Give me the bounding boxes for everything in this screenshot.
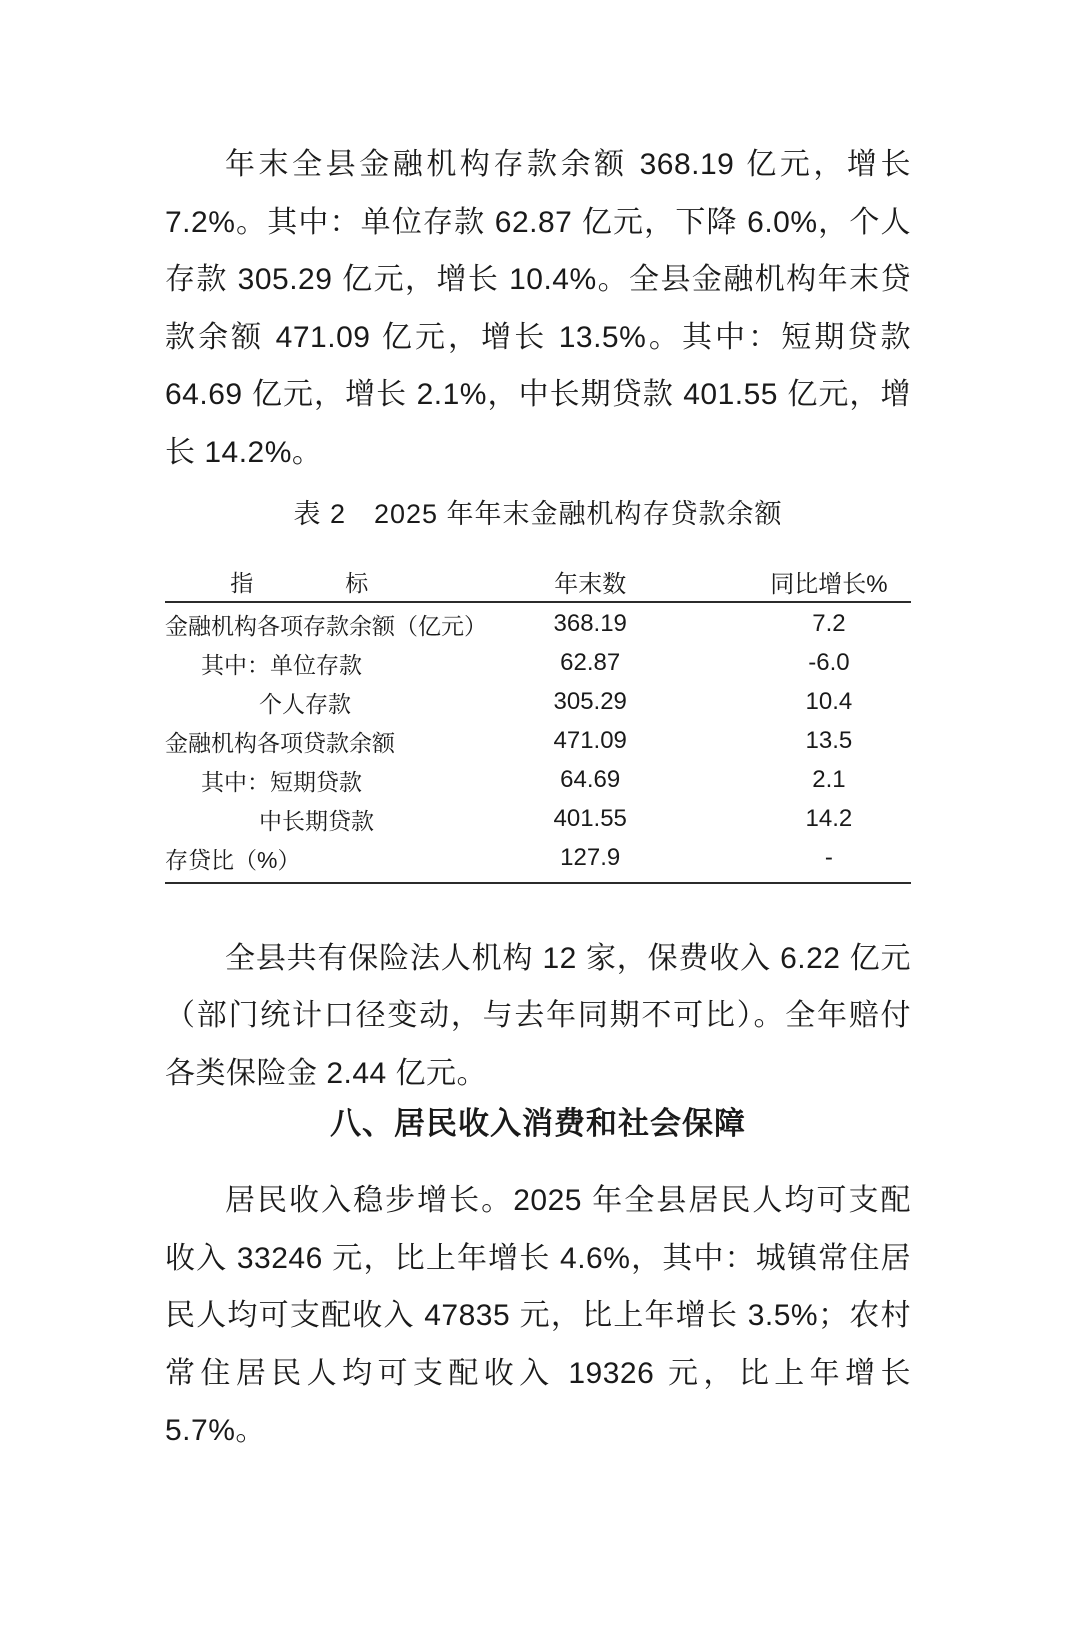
table-row <box>165 644 911 683</box>
row-growth: 7.2 <box>812 610 846 638</box>
table-title: 表 2 2025 年年末金融机构存贷款余额 <box>293 498 783 529</box>
row-growth: 2.1 <box>812 766 846 794</box>
deposits-loans-table <box>165 563 911 884</box>
row-label: 其中：短期贷款 <box>201 768 362 795</box>
row-value: 305.29 <box>553 688 627 716</box>
column-header-yoy-growth: 同比增长% <box>770 571 888 599</box>
row-growth: 13.5 <box>805 727 853 755</box>
row-label: 存贷比（%） <box>165 846 301 873</box>
paragraph-finance-deposits: 年末全县金融机构存款余额 368.19 亿元，增长 7.2%。其中：单位存款 62.87 亿元，下降 6.0%，个人存款 305.29 亿元，增长 10.4%。全县金融机构年末贷款余额 471.09 亿元，增长 13.5%。其中：短期贷款 64.69 亿元，增长 2.1%，中长期贷款 401.55 亿元，增长 14.2%。 <box>165 148 911 469</box>
row-value: 368.19 <box>553 610 627 638</box>
row-value: 401.55 <box>553 805 627 833</box>
section-heading-residents-income: 八、居民收入消费和社会保障 <box>330 1106 746 1142</box>
row-value: 62.87 <box>560 649 621 677</box>
row-growth: 10.4 <box>805 688 853 716</box>
row-value: 64.69 <box>560 766 621 794</box>
row-growth: - <box>824 844 833 872</box>
table-body <box>165 603 911 884</box>
table-row <box>165 722 911 761</box>
row-growth: -6.0 <box>808 649 850 677</box>
column-header-indicator: 指 标 <box>230 570 369 597</box>
row-label: 中长期贷款 <box>259 807 374 834</box>
row-growth: 14.2 <box>805 805 853 833</box>
row-label: 金融机构各项存款余额（亿元） <box>165 612 487 639</box>
column-header-year-end-value: 年末数 <box>554 571 627 599</box>
table-row <box>165 761 911 800</box>
table-row <box>165 800 911 839</box>
table-header-row <box>165 563 911 603</box>
table-row <box>165 605 911 644</box>
paragraph-insurance: 全县共有保险法人机构 12 家，保费收入 6.22 亿元（部门统计口径变动，与去年同期不可比）。全年赔付各类保险金 2.44 亿元。 <box>165 941 911 1090</box>
paragraph-resident-income: 居民收入稳步增长。2025 年全县居民人均可支配收入 33246 元，比上年增长 4.6%，其中：城镇常住居民人均可支配收入 47835 元，比上年增长 3.5%；农村常住居民人均可支配收入 19326 元，比上年增长 5.7%。 <box>165 1184 911 1448</box>
table-row <box>165 683 911 722</box>
row-value: 127.9 <box>560 844 621 872</box>
row-label: 金融机构各项贷款余额 <box>165 729 395 756</box>
table-row <box>165 839 911 878</box>
row-label: 其中：单位存款 <box>201 651 362 678</box>
row-value: 471.09 <box>553 727 627 755</box>
row-label: 个人存款 <box>259 690 351 717</box>
